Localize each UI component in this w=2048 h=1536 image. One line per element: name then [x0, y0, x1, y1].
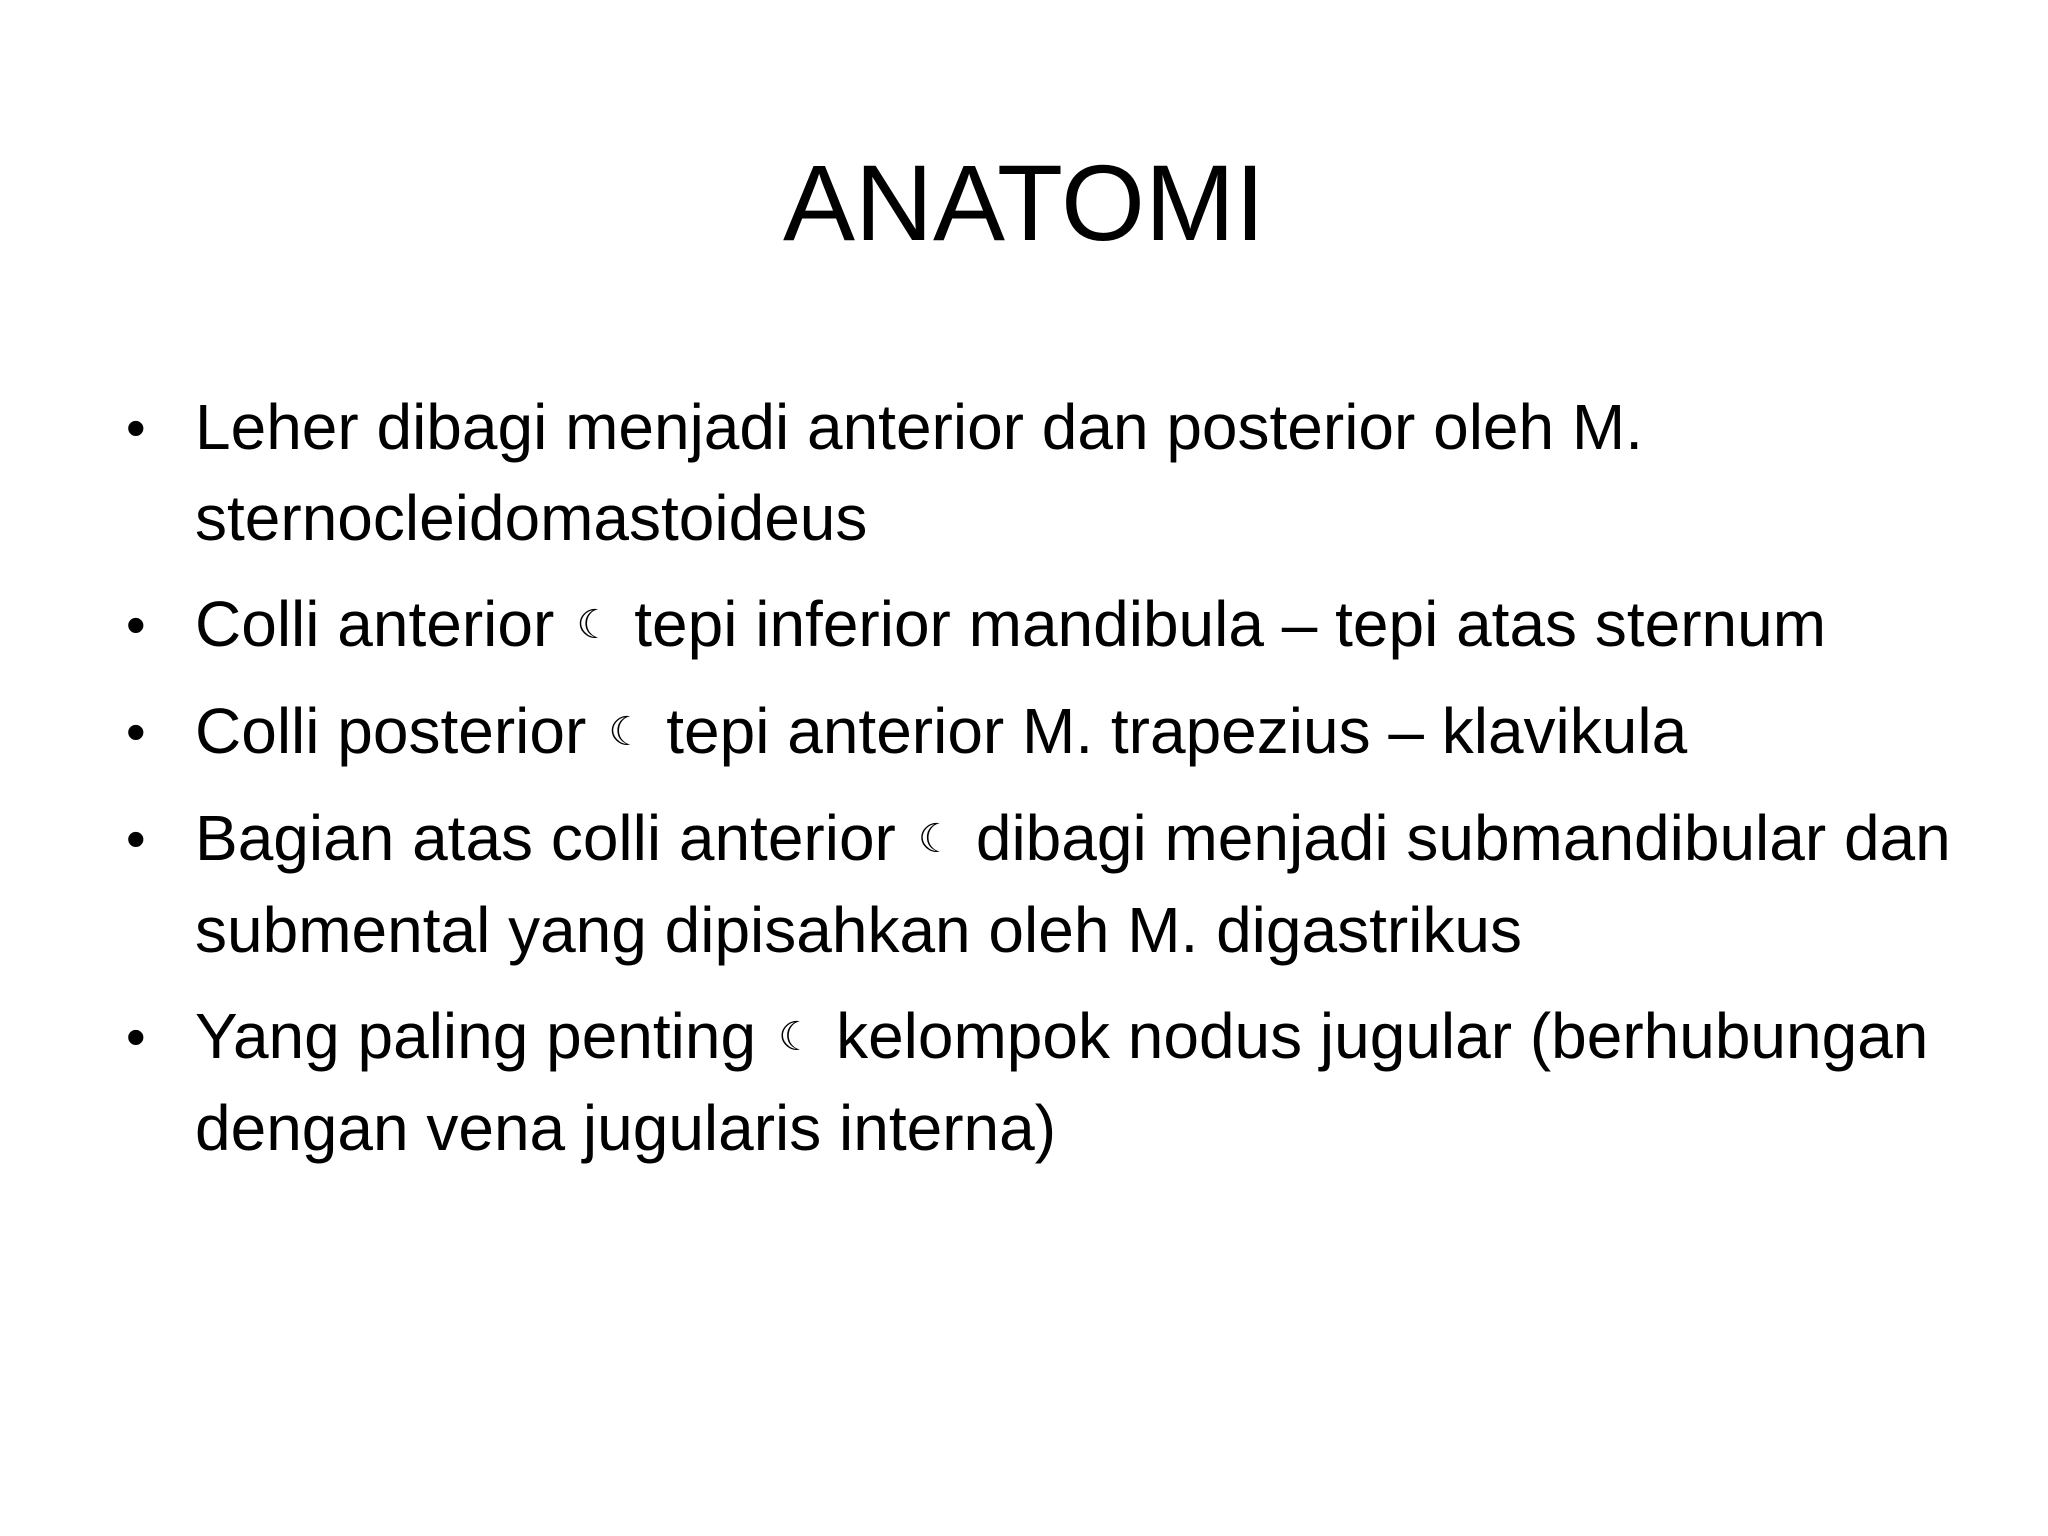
bullet-item-4 — [126, 793, 1956, 976]
bullet-list — [126, 382, 1956, 1189]
bullet-dot-icon: • — [126, 396, 146, 459]
bullet-item-3 — [126, 686, 1956, 778]
bullet-text-before: Colli anterior — [195, 588, 555, 660]
bullet-dot-icon: • — [126, 593, 146, 656]
moon-symbol-icon: ☾ — [917, 816, 954, 862]
bullet-dot-icon: • — [126, 1005, 146, 1068]
bullet-dot-icon: • — [126, 807, 146, 870]
bullet-text-after: dibagi menjadi submandibular dan submental yang dipisahkan oleh M. digastrikus — [195, 802, 1951, 966]
bullet-item-5 — [126, 991, 1956, 1174]
moon-symbol-icon: ☾ — [608, 709, 645, 755]
slide-title: ANATOMI — [782, 142, 1266, 263]
bullet-text-after: tepi anterior M. trapezius – klavikula — [666, 695, 1688, 767]
bullet-text: Leher dibagi menjadi anterior dan posterior oleh M. sternocleidomastoideus — [195, 391, 1643, 554]
bullet-text-before: Colli posterior — [195, 695, 587, 767]
bullet-dot-icon: • — [126, 700, 146, 763]
bullet-text-after: tepi inferior mandibula – tepi atas sternum — [634, 588, 1826, 660]
bullet-text-after: kelompok nodus jugular (berhubungan dengan vena jugularis interna) — [195, 1000, 1929, 1164]
bullet-text-before: Yang paling penting — [195, 1000, 757, 1072]
bullet-item-2 — [126, 579, 1956, 671]
moon-symbol-icon: ☾ — [778, 1014, 814, 1060]
bullet-text-before: Bagian atas colli anterior — [195, 802, 896, 874]
bullet-item-1 — [126, 382, 1956, 564]
moon-symbol-icon: ☾ — [576, 602, 613, 648]
